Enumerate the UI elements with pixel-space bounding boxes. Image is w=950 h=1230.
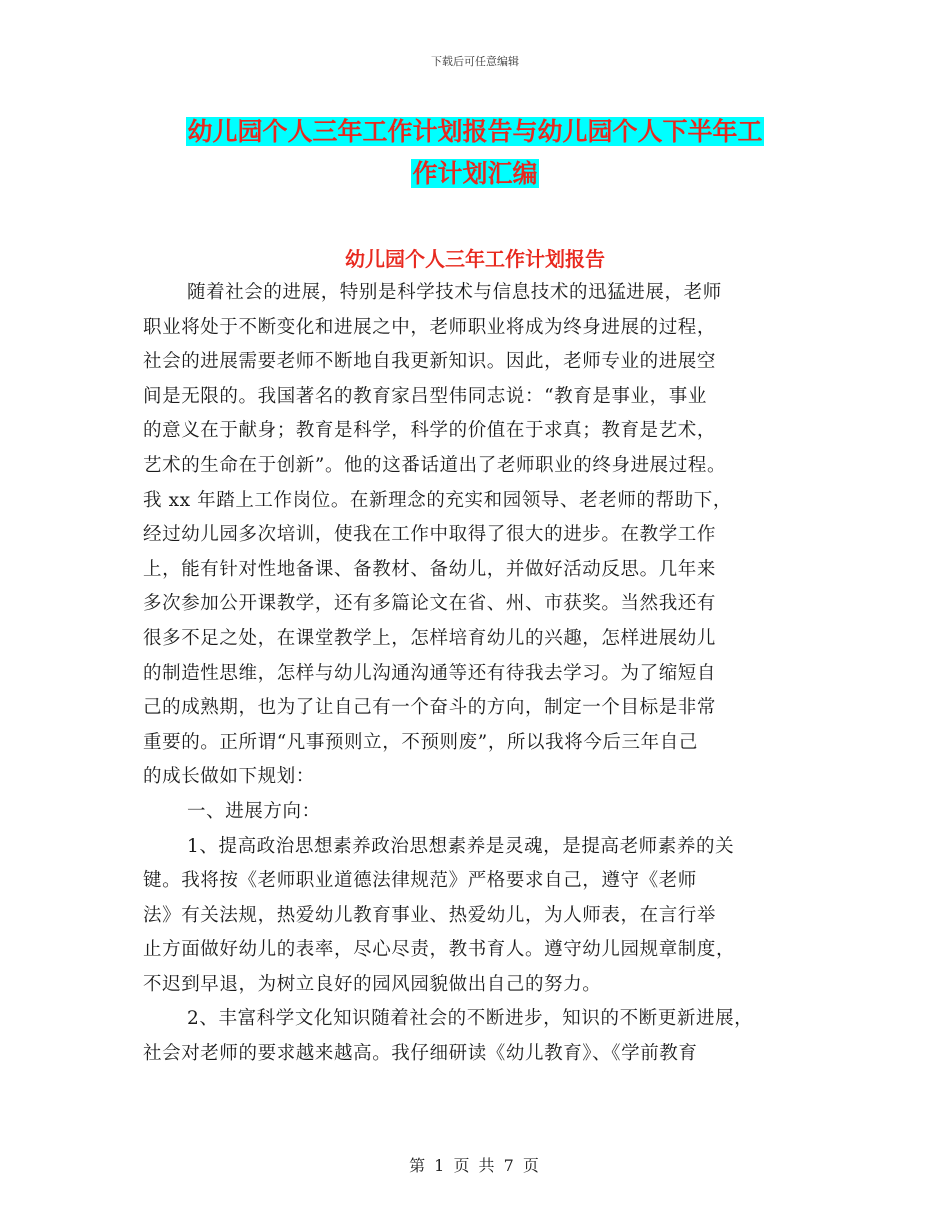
body-line: 上，能有针对性地备课、备教材、备幼儿，并做好活动反思。几年来 — [143, 558, 717, 580]
body-line: 的成长做如下规划： — [143, 766, 315, 788]
body-line: 1、提高政治思想素养政治思想素养是灵魂，是提高老师素养的关 — [187, 835, 735, 857]
body-text — [143, 276, 833, 1072]
body-line: 法》有关法规，热爱幼儿教育事业、热爱幼儿，为人师表，在言行举 — [143, 904, 717, 926]
body-line: 间是无限的。我国著名的教育家吕型伟同志说：“教育是事业，事业 — [143, 385, 707, 407]
section-title: 幼儿园个人三年工作计划报告 — [345, 247, 605, 271]
body-line: 随着社会的进展，特别是科学技术与信息技术的迅猛进展，老师 — [187, 282, 722, 303]
body-line: 重要的。正所谓“凡事预则立，不预则废”，所以我将今后三年自己 — [143, 731, 698, 753]
document-title-line-2 — [0, 154, 950, 194]
body-line: 2、丰富科学文化知识随着社会的不断进步，知识的不断更新进展， — [187, 1008, 754, 1030]
body-line: 经过幼儿园多次培训，使我在工作中取得了很大的进步。在教学工作 — [143, 524, 717, 546]
title-highlight-2: 作计划汇编 — [412, 159, 538, 188]
page-footer: 第 1 页 共 7 页 — [409, 1156, 541, 1175]
body-line: 不迟到早退，为树立良好的园风园貌做出自己的努力。 — [143, 973, 602, 995]
body-line: 社会对老师的要求越来越高。我仔细研读《幼儿教育》、《学前教育 — [143, 1043, 698, 1065]
body-line: 的制造性思维，怎样与幼儿沟通沟通等还有待我去学习。为了缩短自 — [143, 662, 717, 684]
body-line: 键。我将按《老师职业道德法律规范》严格要求自己，遵守《老师 — [143, 870, 697, 892]
body-line: 职业将处于不断变化和进展之中，老师职业将成为终身进展的过程， — [143, 316, 717, 338]
header-note: 下载后可任意编辑 — [431, 55, 519, 68]
body-line: 社会的进展需要老师不断地自我更新知识。因此，老师专业的进展空 — [143, 351, 717, 373]
body-line: 止方面做好幼儿的表率，尽心尽责，教书育人。遵守幼儿园规章制度， — [143, 939, 736, 961]
title-highlight-1: 幼儿园个人三年工作计划报告与幼儿园个人下半年工 — [187, 117, 763, 146]
body-line: 我 xx 年踏上工作岗位。在新理念的充实和园领导、老老师的帮助下， — [143, 489, 732, 511]
body-line: 多次参加公开课教学，还有多篇论文在省、州、市获奖。当然我还有 — [143, 593, 717, 615]
body-line: 己的成熟期，也为了让自己有一个奋斗的方向，制定一个目标是非常 — [143, 697, 717, 719]
document-title-line-1 — [0, 112, 950, 152]
body-line: 的意义在于献身；教育是科学，科学的价值在于求真；教育是艺术， — [143, 420, 717, 442]
body-line: 一、进展方向： — [187, 800, 321, 822]
body-line: 艺术的生命在于创新”。他的这番话道出了老师职业的终身进展过程。 — [143, 454, 727, 476]
body-line: 很多不足之处，在课堂教学上，怎样培育幼儿的兴趣，怎样进展幼儿 — [143, 627, 717, 649]
